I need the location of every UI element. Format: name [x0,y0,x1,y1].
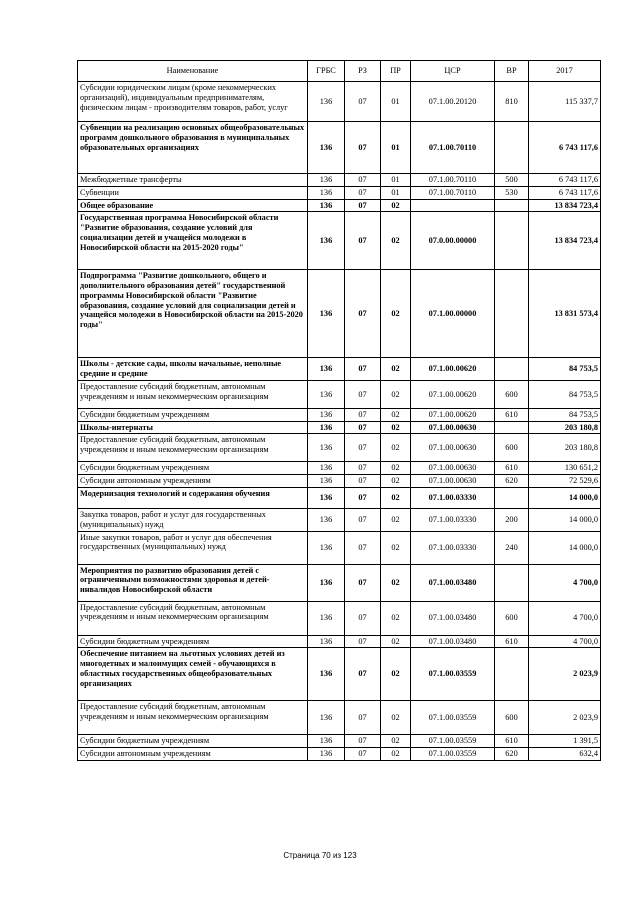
cell-vr: 610 [495,735,529,748]
cell-vr: 500 [495,174,529,187]
cell-grbs: 136 [308,82,345,122]
cell-name: Мероприятия по развитию образования детей с ограниченными возможностями здоровья и детей-инвалидов Новосибирской области [78,564,308,601]
cell-vr: 620 [495,475,529,488]
cell-name: Предоставление субсидий бюджетным, автономным учреждениям и иным некоммерческим организациям [78,701,308,735]
cell-pr: 02 [381,421,411,434]
table-row [78,358,601,381]
cell-vr: 610 [495,635,529,648]
table-row [78,531,601,564]
cell-name: Предоставление субсидий бюджетным, автономным учреждениям и иным некоммерческим организациям [78,380,308,408]
cell-pr: 02 [381,735,411,748]
cell-amount: 13 834 723,4 [529,199,601,212]
cell-name: Субсидии бюджетным учреждениям [78,408,308,421]
cell-rz: 07 [345,380,381,408]
cell-pr: 02 [381,701,411,735]
cell-pr: 02 [381,212,411,270]
header-grbs: ГРБС [308,61,345,82]
cell-csr: 07.1.00.03480 [411,601,495,635]
table-row [78,462,601,475]
cell-csr: 07.1.00.03480 [411,564,495,601]
cell-amount: 115 337,7 [529,82,601,122]
cell-rz: 07 [345,648,381,701]
cell-csr: 07.1.00.00620 [411,408,495,421]
table-row [78,601,601,635]
cell-csr: 07.1.00.00630 [411,462,495,475]
cell-csr: 07.0.00.00000 [411,212,495,270]
cell-vr: 810 [495,82,529,122]
cell-vr: 530 [495,186,529,199]
cell-grbs: 136 [308,701,345,735]
header-rz: РЗ [345,61,381,82]
cell-vr [495,212,529,270]
budget-table [77,60,601,761]
cell-grbs: 136 [308,174,345,187]
cell-name: Субсидии юридическим лицам (кроме некоммерческих организаций), индивидуальным предпринимателям, физическим лицам - производителям товаров, работ, услуг [78,82,308,122]
header-name: Наименование [78,61,308,82]
cell-name: Общее образование [78,199,308,212]
cell-pr: 02 [381,531,411,564]
table-row [78,509,601,532]
cell-csr: 07.1.00.00630 [411,434,495,462]
cell-rz: 07 [345,531,381,564]
table-row [78,380,601,408]
cell-amount: 203 180,8 [529,434,601,462]
cell-rz: 07 [345,212,381,270]
cell-csr: 07.1.00.00630 [411,421,495,434]
cell-grbs: 136 [308,408,345,421]
cell-amount: 72 529,6 [529,475,601,488]
cell-name: Субсидии автономным учреждениям [78,475,308,488]
cell-grbs: 136 [308,531,345,564]
cell-pr: 01 [381,174,411,187]
cell-name: Субвенции на реализацию основных общеобразовательных программ дошкольного образования в муниципальных образовательных организациях [78,122,308,174]
cell-rz: 07 [345,186,381,199]
cell-amount: 14 000,0 [529,509,601,532]
cell-rz: 07 [345,82,381,122]
header-pr: ПР [381,61,411,82]
cell-vr: 240 [495,531,529,564]
table-row [78,635,601,648]
cell-name: Закупка товаров, работ и услуг для государственных (муниципальных) нужд [78,509,308,532]
cell-vr: 620 [495,748,529,761]
cell-csr: 07.1.00.00000 [411,270,495,358]
cell-csr: 07.1.00.03330 [411,488,495,509]
table-header-row [78,61,601,82]
cell-vr: 610 [495,462,529,475]
table-row [78,701,601,735]
table-body [78,82,601,761]
header-csr: ЦСР [411,61,495,82]
cell-name: Предоставление субсидий бюджетным, автономным учреждениям и иным некоммерческим организациям [78,601,308,635]
cell-csr: 07.1.00.03330 [411,509,495,532]
cell-rz: 07 [345,408,381,421]
cell-rz: 07 [345,701,381,735]
cell-name: Субвенции [78,186,308,199]
table-row [78,488,601,509]
cell-csr: 07.1.00.00620 [411,358,495,381]
cell-csr: 07.1.00.03559 [411,735,495,748]
table-row [78,564,601,601]
table-row [78,122,601,174]
cell-amount: 4 700,0 [529,601,601,635]
cell-amount: 6 743 117,6 [529,174,601,187]
cell-amount: 6 743 117,6 [529,186,601,199]
cell-amount: 6 743 117,6 [529,122,601,174]
cell-amount: 14 000,0 [529,488,601,509]
cell-amount: 84 753,5 [529,380,601,408]
table-row [78,199,601,212]
cell-amount: 2 023,9 [529,648,601,701]
cell-name: Модернизация технологий и содержания обучения [78,488,308,509]
cell-rz: 07 [345,122,381,174]
cell-vr [495,358,529,381]
cell-grbs: 136 [308,462,345,475]
cell-name: Подпрограмма "Развитие дошкольного, общего и дополнительного образования детей" государственной программы Новосибирской области "Развитие образования, создание условий для социализации детей и учащейся молодежи в Новосибирской области на 2015-2020 годы" [78,270,308,358]
table-row [78,748,601,761]
cell-rz: 07 [345,199,381,212]
cell-vr [495,564,529,601]
cell-rz: 07 [345,635,381,648]
cell-vr [495,648,529,701]
cell-csr: 07.1.00.03559 [411,648,495,701]
cell-rz: 07 [345,488,381,509]
cell-pr: 02 [381,462,411,475]
cell-rz: 07 [345,748,381,761]
cell-amount: 4 700,0 [529,635,601,648]
cell-pr: 02 [381,488,411,509]
cell-grbs: 136 [308,748,345,761]
cell-rz: 07 [345,564,381,601]
cell-csr: 07.1.00.70110 [411,174,495,187]
cell-grbs: 136 [308,509,345,532]
cell-grbs: 136 [308,380,345,408]
cell-vr: 600 [495,701,529,735]
cell-grbs: 136 [308,212,345,270]
cell-name: Иные закупки товаров, работ и услуг для обеспечения государственных (муниципальных) нужд [78,531,308,564]
cell-name: Субсидии бюджетным учреждениям [78,635,308,648]
cell-amount: 13 831 573,4 [529,270,601,358]
cell-pr: 02 [381,635,411,648]
cell-grbs: 136 [308,601,345,635]
cell-csr: 07.1.00.00620 [411,380,495,408]
cell-grbs: 136 [308,635,345,648]
cell-pr: 01 [381,122,411,174]
cell-grbs: 136 [308,358,345,381]
cell-grbs: 136 [308,186,345,199]
cell-amount: 84 753,5 [529,408,601,421]
cell-vr [495,122,529,174]
cell-amount: 130 651,2 [529,462,601,475]
cell-pr: 02 [381,564,411,601]
cell-vr [495,488,529,509]
cell-amount: 14 000,0 [529,531,601,564]
cell-name: Субсидии бюджетным учреждениям [78,462,308,475]
table-row [78,82,601,122]
cell-rz: 07 [345,270,381,358]
cell-grbs: 136 [308,488,345,509]
table-row [78,212,601,270]
cell-pr: 02 [381,380,411,408]
cell-grbs: 136 [308,735,345,748]
cell-rz: 07 [345,601,381,635]
cell-grbs: 136 [308,270,345,358]
cell-vr: 610 [495,408,529,421]
cell-pr: 02 [381,270,411,358]
cell-amount: 13 834 723,4 [529,212,601,270]
cell-vr: 600 [495,380,529,408]
cell-rz: 07 [345,475,381,488]
cell-vr: 600 [495,601,529,635]
cell-pr: 02 [381,434,411,462]
cell-grbs: 136 [308,199,345,212]
cell-grbs: 136 [308,421,345,434]
cell-grbs: 136 [308,434,345,462]
table-row [78,735,601,748]
cell-amount: 203 180,8 [529,421,601,434]
table-row [78,434,601,462]
cell-name: Межбюджетные трансферты [78,174,308,187]
cell-pr: 02 [381,408,411,421]
table-row [78,421,601,434]
table-row [78,186,601,199]
cell-vr: 200 [495,509,529,532]
cell-pr: 02 [381,475,411,488]
cell-grbs: 136 [308,648,345,701]
cell-rz: 07 [345,421,381,434]
cell-rz: 07 [345,434,381,462]
table-row [78,408,601,421]
cell-csr: 07.1.00.03330 [411,531,495,564]
cell-name: Школы - детские сады, школы начальные, неполные средние и средние [78,358,308,381]
cell-pr: 02 [381,648,411,701]
cell-amount: 632,4 [529,748,601,761]
cell-pr: 01 [381,186,411,199]
cell-amount: 2 023,9 [529,701,601,735]
cell-pr: 02 [381,601,411,635]
cell-name: Субсидии автономным учреждениям [78,748,308,761]
cell-pr: 01 [381,82,411,122]
table-row [78,648,601,701]
cell-amount: 1 391,5 [529,735,601,748]
cell-amount: 84 753,5 [529,358,601,381]
table-row [78,270,601,358]
cell-vr: 600 [495,434,529,462]
cell-rz: 07 [345,509,381,532]
cell-vr [495,421,529,434]
cell-pr: 02 [381,358,411,381]
cell-grbs: 136 [308,475,345,488]
cell-csr: 07.1.00.70110 [411,122,495,174]
page-number: Страница 70 из 123 [283,851,357,860]
cell-grbs: 136 [308,564,345,601]
cell-pr: 02 [381,748,411,761]
cell-csr [411,199,495,212]
table-row [78,475,601,488]
cell-rz: 07 [345,358,381,381]
cell-rz: 07 [345,735,381,748]
cell-csr: 07.1.00.00630 [411,475,495,488]
cell-pr: 02 [381,509,411,532]
cell-name: Государственная программа Новосибирской области "Развитие образования, создание условий для социализации детей и учащейся молодежи в Новосибирской области на 2015-2020 годы" [78,212,308,270]
cell-grbs: 136 [308,122,345,174]
header-year: 2017 [529,61,601,82]
cell-name: Обеспечение питанием на льготных условиях детей из многодетных и малоимущих семей - обучающихся в областных государственных общеобразовательных организациях [78,648,308,701]
cell-name: Школы-интернаты [78,421,308,434]
cell-amount: 4 700,0 [529,564,601,601]
cell-vr [495,270,529,358]
cell-csr: 07.1.00.70110 [411,186,495,199]
cell-csr: 07.1.00.03559 [411,701,495,735]
cell-name: Предоставление субсидий бюджетным, автономным учреждениям и иным некоммерческим организациям [78,434,308,462]
cell-rz: 07 [345,174,381,187]
cell-csr: 07.1.00.20120 [411,82,495,122]
table-row [78,174,601,187]
cell-csr: 07.1.00.03480 [411,635,495,648]
header-vr: ВР [495,61,529,82]
cell-name: Субсидии бюджетным учреждениям [78,735,308,748]
cell-rz: 07 [345,462,381,475]
cell-vr [495,199,529,212]
cell-csr: 07.1.00.03559 [411,748,495,761]
cell-pr: 02 [381,199,411,212]
